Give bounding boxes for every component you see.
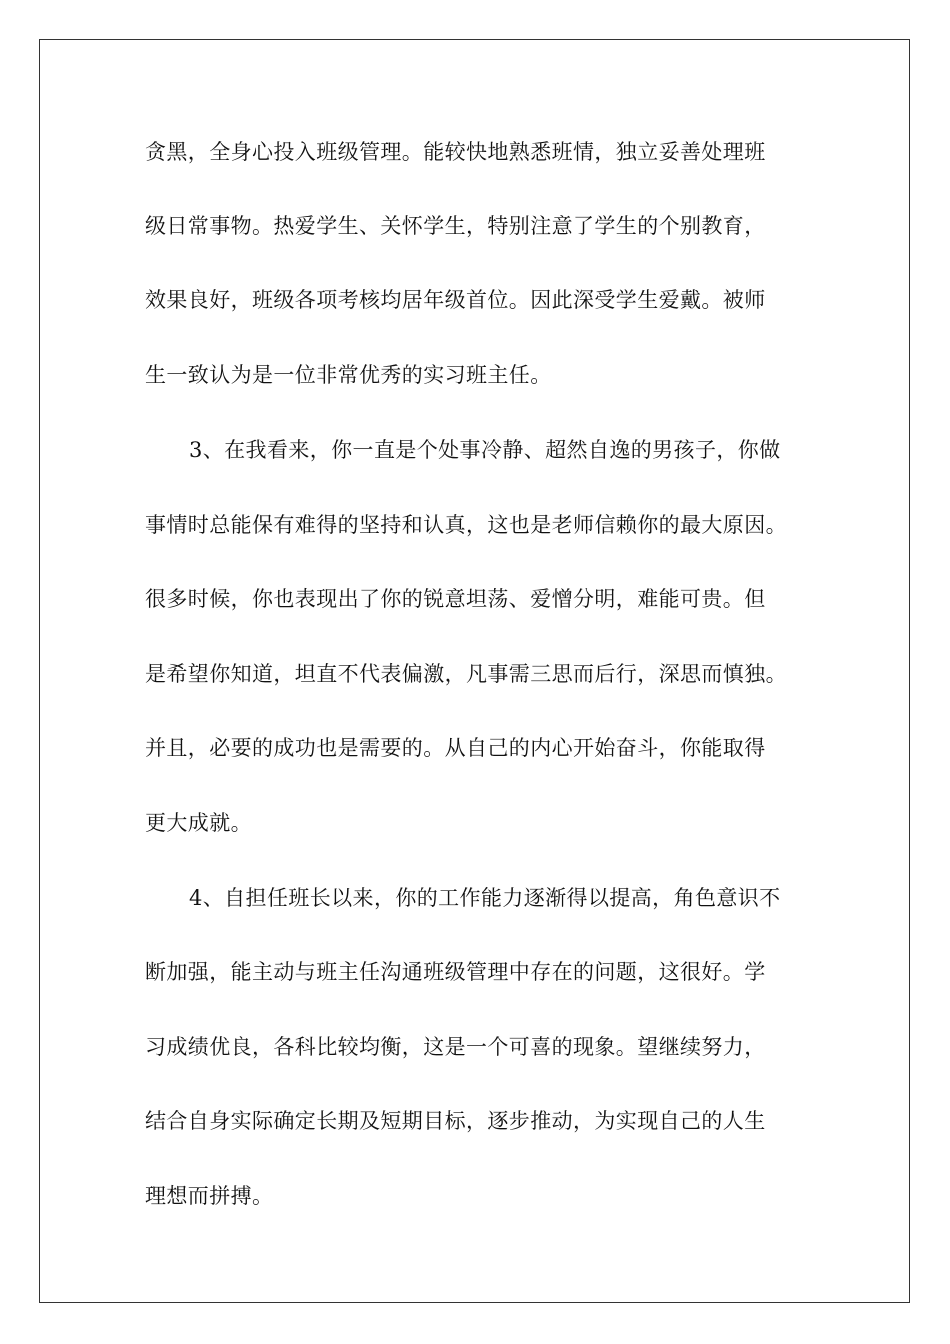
text-line: 是希望你知道，坦直不代表偏激，凡事需三思而后行，深思而慎独。 bbox=[145, 662, 787, 686]
text-line: 习成绩优良，各科比较均衡，这是一个可喜的现象。望继续努力， bbox=[145, 1035, 766, 1059]
text-line: 理想而拼搏。 bbox=[145, 1184, 274, 1208]
text-line: 事情时总能保有难得的坚持和认真，这也是老师信赖你的最大原因。 bbox=[145, 513, 787, 537]
text-line: 级日常事物。热爱学生、关怀学生，特别注意了学生的个别教育， bbox=[145, 214, 766, 238]
text-line: 效果良好，班级各项考核均居年级首位。因此深受学生爱戴。被师 bbox=[145, 288, 766, 312]
text-line: 并且，必要的成功也是需要的。从自己的内心开始奋斗，你能取得 bbox=[145, 736, 766, 760]
text-line: 更大成就。 bbox=[145, 811, 252, 835]
text-line: 生一致认为是一位非常优秀的实习班主任。 bbox=[145, 363, 552, 387]
text-line: 贪黑，全身心投入班级管理。能较快地熟悉班情，独立妥善处理班 bbox=[145, 140, 766, 164]
text-line: 很多时候，你也表现出了你的锐意坦荡、爱憎分明，难能可贵。但 bbox=[145, 587, 766, 611]
text-line: 结合自身实际确定长期及短期目标，逐步推动，为实现自己的人生 bbox=[145, 1109, 766, 1133]
paragraph-4-first-line: 4、自担任班长以来，你的工作能力逐渐得以提高，角色意识不 bbox=[189, 886, 781, 910]
paragraph-3-first-line: 3、在我看来，你一直是个处事冷静、超然自逸的男孩子，你做 bbox=[189, 438, 781, 462]
text-line: 断加强，能主动与班主任沟通班级管理中存在的问题，这很好。学 bbox=[145, 960, 766, 984]
